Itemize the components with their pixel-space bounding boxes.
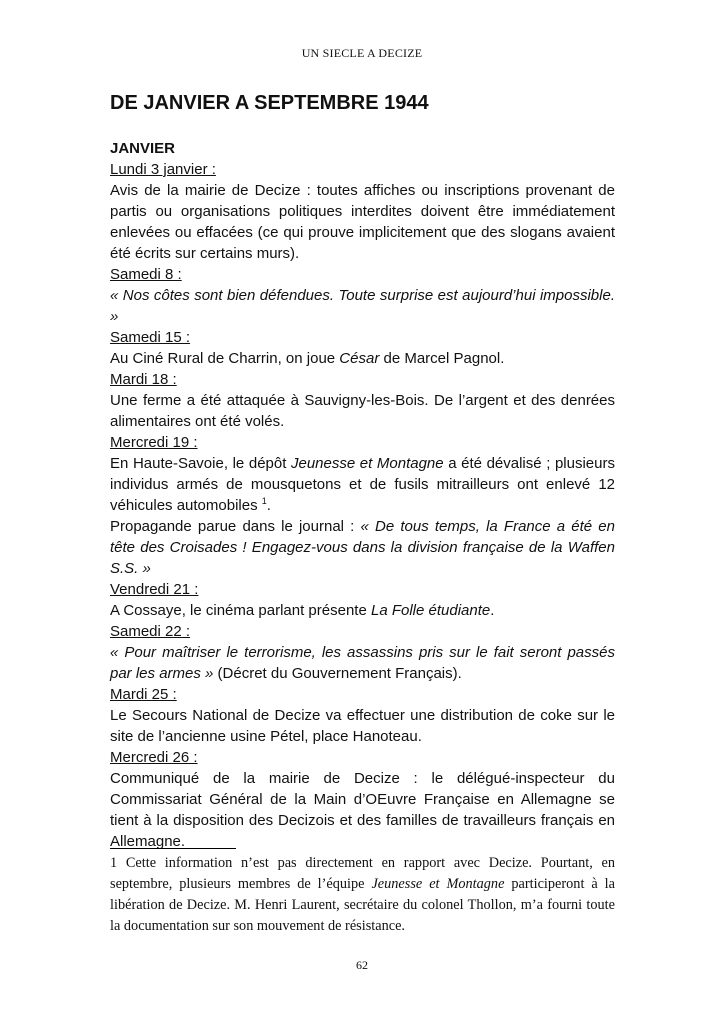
footnote-divider [110, 848, 236, 849]
quote: « De tous temps, la France a été en tête des Croisades ! Engagez-vous dans la division française de la Waffen S.S. » [110, 518, 615, 577]
entry-date: Samedi 22 : [110, 623, 191, 640]
entry-text [110, 600, 615, 621]
entry-text: Une ferme a été attaquée à Sauvigny-les-Bois. De l’argent et des denrées alimentaires ont été volés. [110, 392, 615, 430]
quote: « Pour maîtriser le terrorisme, les assassins pris sur le fait seront passés par les armes » [110, 644, 615, 682]
text: A Cossaye, le cinéma parlant présente [110, 602, 371, 619]
entry-text: Communiqué de la mairie de Decize : le délégué-inspecteur du Commissariat Général de la Main d’OEuvre Française en Allemagne se tient à la disposition des Decizois et des familles de travailleurs français en Allemagne. [110, 770, 615, 850]
running-header: UN SIECLE A DECIZE [301, 46, 423, 60]
entry-date: Samedi 15 : [110, 329, 191, 346]
organization-name: Jeunesse et Montagne [371, 876, 505, 892]
text: a été dévalisé ; plusieurs individus armés de mousquetons et de fusils mitrailleurs ont enlevé 12 véhicules automobiles [110, 455, 615, 514]
entry-text: Le Secours National de Decize va effectuer une distribution de coke sur le site de l’ancienne usine Pétel, place Hanoteau. [110, 707, 615, 745]
text: participeront à la libération de Decize. M. Henri Laurent, secrétaire du colonel Thollon, m’a fourni toute la documentation sur son mouvement de résistance. [110, 876, 615, 934]
footnote-number: 1 [110, 855, 118, 871]
entry-text [110, 642, 615, 684]
film-title: César [339, 350, 380, 367]
footnote [110, 853, 615, 937]
text: . [266, 497, 271, 514]
entry-date: Mardi 25 : [110, 686, 177, 703]
entry-date: Vendredi 21 : [110, 581, 199, 598]
page-title: DE JANVIER A SEPTEMBRE 1944 [110, 92, 429, 114]
entry-date: Mercredi 26 : [110, 749, 198, 766]
entry-date: Samedi 8 : [110, 266, 182, 283]
quote: « Nos côtes sont bien défendues. Toute surprise est aujourd’hui impossible. » [110, 287, 615, 325]
text: Propagande parue dans le journal : [110, 518, 361, 535]
text: . [490, 602, 495, 619]
month-heading: JANVIER [110, 140, 176, 157]
entry-text [110, 453, 615, 516]
text: En Haute-Savoie, le dépôt [110, 455, 291, 472]
entry-text: Avis de la mairie de Decize : toutes affiches ou inscriptions provenant de partis ou organisations politiques interdites doivent être immédiatement enlevées ou effacées (ce qui prouve implicitement que des slogans avaient été écrits sur certains murs). [110, 182, 615, 262]
film-title: La Folle étudiante [370, 602, 491, 619]
text: Cette information n’est pas directement en rapport avec Decize. Pourtant, en septembre, plusieurs membres de l’équipe [110, 855, 615, 892]
entry-text [110, 348, 615, 369]
footnote-ref[interactable]: 1 [261, 496, 267, 506]
entry-date: Mercredi 19 : [110, 434, 198, 451]
page-number: 62 [356, 958, 368, 972]
text: (Décret du Gouvernement Français). [213, 665, 462, 682]
organization-name: Jeunesse et Montagne [290, 455, 444, 472]
body-text [110, 138, 615, 852]
entry-text [110, 285, 615, 327]
entry-date: Mardi 18 : [110, 371, 177, 388]
entry-date: Lundi 3 janvier : [110, 161, 216, 178]
text: de Marcel Pagnol. [379, 350, 505, 367]
entry-text [110, 516, 615, 579]
text: Au Ciné Rural de Charrin, on joue [110, 350, 340, 367]
